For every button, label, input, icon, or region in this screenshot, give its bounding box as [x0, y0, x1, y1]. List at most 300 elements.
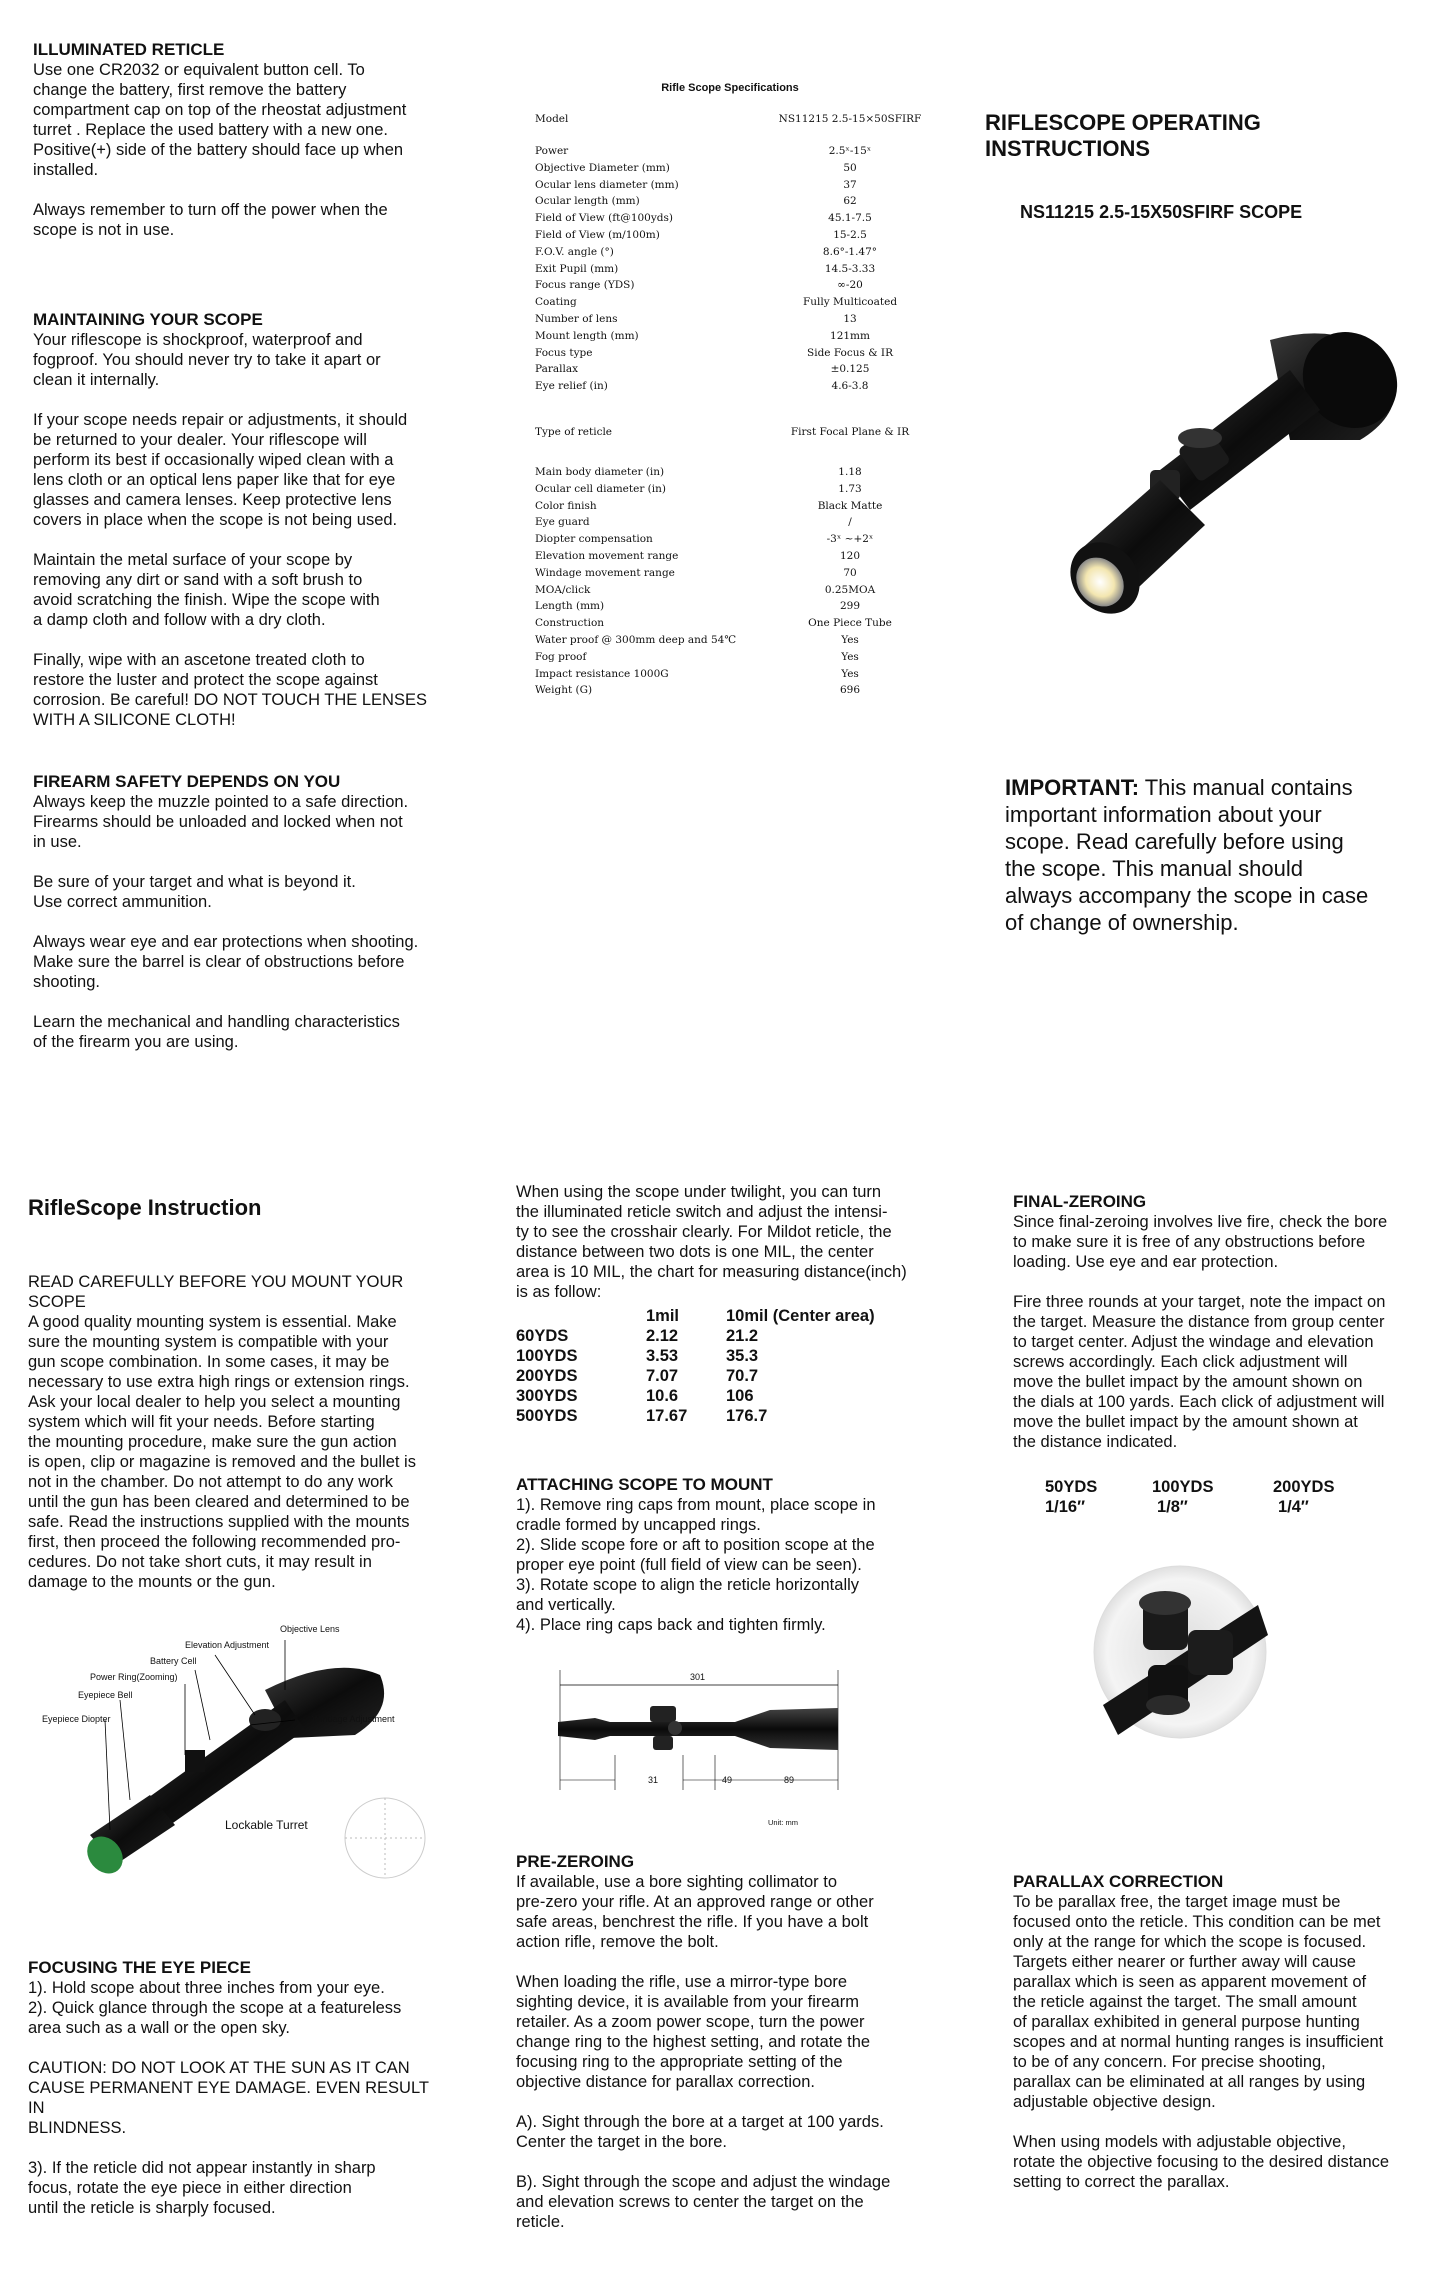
- spec-row: [535, 246, 955, 260]
- text-line: lens cloth or an optical lens paper like that for eye: [33, 471, 396, 489]
- text-line: restore the luster and protect the scope against: [33, 671, 378, 689]
- spec-value: 2.5ˣ-15ˣ: [828, 145, 872, 157]
- cover-model: NS11215 2.5-15X50SFIRF SCOPE: [1020, 202, 1303, 222]
- spec-label: Field of View (ft@100yds): [535, 212, 673, 225]
- spec-label: Main body diameter (in): [535, 466, 665, 478]
- paragraph: [33, 872, 443, 912]
- text-line: Always wear eye and ear protections when shooting.: [33, 933, 419, 951]
- table-row: [516, 1346, 926, 1366]
- text-line: and elevation screws to center the target on the: [516, 2193, 864, 2211]
- text-line: until the gun has been cleared and determined to be: [28, 1493, 410, 1511]
- focusing-section: [28, 1958, 438, 2218]
- table-cell: 500YDS: [516, 1407, 578, 1425]
- text-line: the illuminated reticle switch and adjust the intensi-: [516, 1203, 888, 1221]
- spec-value: NS11215 2.5-15×50SFIRF: [778, 113, 922, 125]
- table-cell: 7.07: [646, 1367, 679, 1385]
- spec-row: [535, 162, 955, 176]
- spec-label: Mount length (mm): [535, 329, 639, 342]
- section-heading: MAINTAINING YOUR SCOPE: [33, 310, 263, 329]
- spec-row: [535, 263, 955, 277]
- text-line: 1). Hold scope about three inches from your eye.: [28, 1979, 385, 1997]
- text-line: sure the mounting system is compatible with your: [28, 1333, 389, 1351]
- spec-value: One Piece Tube: [808, 617, 892, 630]
- text-line: to make sure it is free of any obstructions before: [1013, 1233, 1366, 1251]
- text-line: safe areas, benchrest the rifle. If you have a bolt: [516, 1913, 869, 1931]
- section-heading: FIREARM SAFETY DEPENDS ON YOU: [33, 772, 341, 791]
- text-line: If available, use a bore sighting collimator to: [516, 1873, 838, 1891]
- twilight-section: [516, 1182, 926, 1302]
- table-cell: 176.7: [726, 1407, 768, 1425]
- spec-row: [535, 179, 955, 193]
- spec-row: [535, 330, 955, 344]
- text-line: the dials at 100 yards. Each click of adjustment will: [1013, 1393, 1385, 1411]
- text-line: Targets either nearer or further away will cause: [1013, 1953, 1356, 1971]
- spec-label: Diopter compensation: [535, 533, 653, 546]
- text-line: Your riflescope is shockproof, waterproof and: [33, 331, 363, 349]
- spec-label: Construction: [535, 617, 605, 630]
- paragraph: [33, 60, 443, 180]
- text-line: removing any dirt or sand with a soft brush to: [33, 571, 363, 589]
- text-line: retailer. As a zoom power scope, turn the power: [516, 2013, 865, 2031]
- paragraph: [516, 1182, 926, 1302]
- paragraph: [33, 410, 443, 530]
- paragraph: [33, 1012, 443, 1052]
- text-line: screws accordingly. Each click adjustment will: [1013, 1353, 1348, 1371]
- paragraph: [1013, 1892, 1423, 2112]
- spec-value: 50: [843, 161, 857, 174]
- click-values: [1045, 1478, 1385, 1522]
- spec-row: [535, 212, 955, 226]
- text-line: the target. Measure the distance from group center: [1013, 1313, 1385, 1331]
- text-line: BLINDNESS.: [28, 2119, 127, 2137]
- text-line: CAUTION: DO NOT LOOK AT THE SUN AS IT CAN: [28, 2059, 410, 2077]
- spec-row: [535, 600, 955, 614]
- spec-label: Exit Pupil (mm): [535, 262, 619, 275]
- spec-row: [535, 195, 955, 209]
- paragraph: [1013, 1292, 1423, 1452]
- spec-label: Ocular length (mm): [535, 195, 640, 208]
- specs-title: Rifle Scope Specifications: [661, 82, 799, 94]
- dim-total: 301: [690, 1672, 706, 1682]
- text-line: the distance indicated.: [1013, 1433, 1178, 1451]
- text-line: cradle formed by uncapped rings.: [516, 1516, 761, 1534]
- spec-label: Type of reticle: [535, 426, 613, 438]
- spec-row: [535, 584, 955, 598]
- text-line: 3). Rotate scope to align the reticle horizontally: [516, 1576, 860, 1594]
- text-line: to be of any concern. For precise shooting,: [1013, 2053, 1326, 2071]
- spec-value: 299: [839, 600, 861, 613]
- spec-row: [535, 684, 955, 698]
- text-line: the reticle against the target. The small amount: [1013, 1993, 1357, 2011]
- section-heading: FINAL-ZEROING: [1013, 1192, 1147, 1211]
- spec-label: Windage movement range: [535, 566, 675, 579]
- paragraph: [33, 932, 443, 992]
- final-zeroing-section: [1013, 1192, 1423, 1452]
- dim-a: 31: [648, 1775, 659, 1785]
- important-notice: [1005, 774, 1400, 936]
- text-line: glasses and camera lenses. Keep protective lens: [33, 491, 392, 509]
- text-line: 2). Slide scope fore or aft to position scope at the: [516, 1536, 875, 1554]
- paragraph: [1013, 2132, 1423, 2192]
- spec-row: [535, 617, 955, 631]
- text-line: focused onto the reticle. This condition can be met: [1013, 1913, 1381, 1931]
- text-line: only at the range for which the scope is focused.: [1013, 1933, 1367, 1951]
- text-line: Always keep the muzzle pointed to a safe direction.: [33, 793, 409, 811]
- spec-row: [535, 668, 955, 682]
- spec-label: Weight (G): [535, 684, 593, 697]
- text-line: Finally, wipe with an ascetone treated cloth to: [33, 651, 365, 669]
- text-line: gun scope combination. In some cases, it may be: [28, 1353, 390, 1371]
- text-line: When using models with adjustable objective,: [1013, 2133, 1346, 2151]
- text-line: Use one CR2032 or equivalent button cell. To: [33, 61, 365, 79]
- spec-row: [535, 483, 955, 497]
- text-line: Maintain the metal surface of your scope by: [33, 551, 353, 569]
- scope-parts-diagram: [35, 1620, 445, 1880]
- spec-label: Ocular cell diameter (in): [535, 482, 666, 495]
- text-line: B). Sight through the scope and adjust the windage: [516, 2173, 891, 2191]
- paragraph: [516, 1495, 926, 1635]
- specs-table: [535, 113, 955, 703]
- label-objective: Objective Lens: [280, 1624, 340, 1634]
- table-cell: 106: [726, 1387, 754, 1405]
- spec-value: 121mm: [830, 329, 870, 342]
- text-line: of change of ownership.: [1005, 910, 1239, 935]
- text-line: covers in place when the scope is not being used.: [33, 511, 398, 529]
- click-dist: 100YDS: [1152, 1478, 1214, 1496]
- spec-row: [535, 533, 955, 547]
- click-dist: 50YDS: [1045, 1478, 1098, 1496]
- table-cell: 10mil (Center area): [726, 1307, 875, 1325]
- table-header-row: [516, 1306, 926, 1326]
- spec-label: Objective Diameter (mm): [535, 161, 670, 174]
- maintaining-section: [33, 310, 443, 730]
- spec-label: Water proof @ 300mm deep and 54℃: [535, 634, 737, 646]
- text-line: of parallax exhibited in general purpose hunting: [1013, 2013, 1360, 2031]
- spec-value: 37: [843, 178, 857, 191]
- spec-row: [535, 426, 955, 440]
- text-line: setting to correct the parallax.: [1013, 2173, 1230, 2191]
- text-line: necessary to use extra high rings or extension rings.: [28, 1373, 410, 1391]
- paragraph: [516, 1872, 926, 1952]
- text-line: shooting.: [33, 973, 100, 991]
- important-lines: [1005, 801, 1400, 936]
- paragraph: [28, 1978, 438, 2038]
- spec-row: [535, 363, 955, 377]
- caution-paragraph: [28, 2058, 438, 2138]
- spec-value: 4.6-3.8: [831, 380, 869, 393]
- table-cell: 100YDS: [516, 1347, 578, 1365]
- text-line: Learn the mechanical and handling characteristics: [33, 1013, 400, 1031]
- instruction-title: RifleScope Instruction: [28, 1195, 262, 1220]
- paragraph: [33, 200, 443, 240]
- important-text: This manual contains: [1139, 775, 1353, 800]
- spec-row: [535, 516, 955, 530]
- firearm-safety-section: [33, 772, 443, 1052]
- paragraph: [516, 1972, 926, 2092]
- click-val: 1/8″: [1157, 1498, 1188, 1516]
- table-cell: 3.53: [646, 1347, 679, 1365]
- text-line: Positive(+) side of the battery should face up when: [33, 141, 404, 159]
- dim-c: 89: [784, 1775, 795, 1785]
- table-cell: 200YDS: [516, 1367, 578, 1385]
- text-line: area such as a wall or the open sky.: [28, 2019, 291, 2037]
- paragraph: [28, 1312, 438, 1592]
- important-label: IMPORTANT:: [1005, 775, 1140, 800]
- spec-label: Fog proof: [535, 650, 587, 663]
- text-line: proper eye point (full field of view can be seen).: [516, 1556, 862, 1574]
- text-line: A good quality mounting system is essential. Make: [28, 1313, 397, 1331]
- text-line: Be sure of your target and what is beyond it.: [33, 873, 356, 891]
- text-line: a damp cloth and follow with a dry cloth.: [33, 611, 326, 629]
- text-line: Always remember to turn off the power when the: [33, 201, 388, 219]
- mil-table: [516, 1306, 926, 1426]
- text-line: To be parallax free, the target image must be: [1013, 1893, 1341, 1911]
- spec-value: 62: [843, 195, 857, 208]
- text-line: 2). Quick glance through the scope at a featureless: [28, 1999, 402, 2017]
- click-dist: 200YDS: [1273, 1478, 1335, 1496]
- spec-label: Eye guard: [535, 516, 590, 529]
- spec-label: F.O.V. angle (°): [535, 245, 614, 258]
- table-cell: 60YDS: [516, 1327, 569, 1345]
- scope-dimension-drawing: [555, 1660, 855, 1810]
- text-line: sighting device, it is available from your firearm: [516, 1993, 859, 2011]
- spec-value: 13: [843, 313, 857, 325]
- read-carefully-section: [28, 1272, 438, 1592]
- spec-label: Color finish: [535, 499, 597, 512]
- spec-row: [535, 634, 955, 648]
- spec-value: ±0.125: [830, 363, 870, 376]
- table-cell: 70.7: [726, 1367, 759, 1385]
- text-line: Make sure the barrel is clear of obstructions before: [33, 953, 405, 971]
- text-line: not in the chamber. Do not attempt to do any work: [28, 1473, 394, 1491]
- spec-label: Elevation movement range: [535, 550, 679, 562]
- table-row: [516, 1366, 926, 1386]
- text-line: area is 10 MIL, the chart for measuring distance(inch): [516, 1263, 907, 1281]
- text-line: pre-zero your rifle. At an approved range or other: [516, 1893, 874, 1911]
- riflescope-image: [1040, 320, 1410, 650]
- spec-row: [535, 145, 955, 159]
- section-heading: READ CAREFULLY BEFORE YOU MOUNT YOUR SCOPE: [28, 1273, 404, 1311]
- text-line: turret . Replace the used battery with a new one.: [33, 121, 388, 139]
- text-line: damage to the mounts or the gun.: [28, 1573, 276, 1591]
- text-line: the mounting procedure, make sure the gun action: [28, 1433, 397, 1451]
- spec-value: ∞-20: [837, 279, 863, 292]
- text-line: is open, clip or magazine is removed and the bullet is: [28, 1453, 416, 1471]
- paragraph: [28, 2158, 438, 2218]
- text-line: change ring to the highest setting, and rotate the: [516, 2033, 871, 2051]
- spec-value: 8.6°-1.47°: [822, 245, 878, 258]
- label-eyepiece-bell: Eyepiece Bell: [78, 1690, 133, 1700]
- text-line: A). Sight through the bore at a target at 100 yards.: [516, 2113, 884, 2131]
- text-line: action rifle, remove the bolt.: [516, 1933, 719, 1951]
- label-power-ring: Power Ring(Zooming): [90, 1672, 178, 1682]
- label-lockable-turret: Lockable Turret: [225, 1818, 308, 1832]
- text-line: safe. Read the instructions supplied with the mounts: [28, 1513, 410, 1531]
- spec-label: Length (mm): [535, 600, 605, 613]
- table-row: [516, 1406, 926, 1426]
- table-cell: 2.12: [646, 1327, 679, 1345]
- spec-value: 696: [839, 684, 861, 697]
- spec-label: Number of lens: [535, 313, 618, 325]
- cover-title: RIFLESCOPE OPERATING INSTRUCTIONS: [985, 110, 1261, 161]
- text-line: 4). Place ring caps back and tighten firmly.: [516, 1616, 826, 1634]
- spec-row: [535, 229, 955, 243]
- table-cell: 35.3: [726, 1347, 759, 1365]
- click-val: 1/4″: [1278, 1498, 1309, 1516]
- text-line: When loading the rifle, use a mirror-type bore: [516, 1973, 848, 1991]
- spec-value: 14.5-3.33: [824, 262, 876, 275]
- text-line: distance between two dots is one MIL, the center: [516, 1243, 874, 1261]
- spec-value: -3ˣ ~+2ˣ: [826, 533, 874, 546]
- text-line: parallax can be eliminated at all ranges by using: [1013, 2073, 1366, 2091]
- text-line: system which will fit your needs. Before starting: [28, 1413, 375, 1431]
- spec-value: 15-2.5: [833, 229, 867, 241]
- text-line: installed.: [33, 161, 99, 179]
- text-line: is as follow:: [516, 1283, 602, 1301]
- section-heading: PRE-ZEROING: [516, 1852, 635, 1871]
- text-line: Fire three rounds at your target, note the impact on: [1013, 1293, 1386, 1311]
- text-line: of the firearm you are using.: [33, 1033, 239, 1051]
- spec-row: [535, 279, 955, 293]
- text-line: important information about your: [1005, 802, 1322, 827]
- text-line: If your scope needs repair or adjustments, it should: [33, 411, 408, 429]
- text-line: When using the scope under twilight, you can turn: [516, 1183, 882, 1201]
- text-line: Firearms should be unloaded and locked when not: [33, 813, 403, 831]
- spec-label: Focus range (YDS): [535, 279, 635, 292]
- table-cell: 300YDS: [516, 1387, 578, 1405]
- spec-label: Ocular lens diameter (mm): [535, 178, 679, 191]
- spec-row: [535, 567, 955, 581]
- text-line: the scope. This manual should: [1005, 856, 1303, 881]
- table-cell: 17.67: [646, 1407, 688, 1425]
- spec-row: [535, 500, 955, 514]
- section-heading: FOCUSING THE EYE PIECE: [28, 1958, 251, 1977]
- spec-row: [535, 113, 955, 127]
- table-row: [516, 1326, 926, 1346]
- spec-label: MOA/click: [535, 583, 591, 596]
- paragraph: [33, 330, 443, 390]
- paragraph: [516, 2112, 926, 2152]
- spec-label: Field of View (m/100m): [535, 229, 660, 241]
- table-row: [516, 1386, 926, 1406]
- spec-label: Power: [535, 145, 569, 157]
- text-line: first, then proceed the following recommended pro-: [28, 1533, 401, 1551]
- label-battery: Battery Cell: [150, 1656, 197, 1666]
- spec-row: [535, 550, 955, 564]
- label-eyepiece-diopter: Eyepiece Diopter: [42, 1714, 111, 1724]
- paragraph: [516, 2172, 926, 2232]
- text-line: rotate the objective focusing to the desired distance: [1013, 2153, 1390, 2171]
- spec-label: Focus type: [535, 346, 593, 359]
- spec-value: 1.18: [838, 466, 862, 478]
- text-line: 3). If the reticle did not appear instantly in sharp: [28, 2159, 376, 2177]
- label-windage: Windage Adjustment: [312, 1714, 395, 1724]
- parallax-section: [1013, 1872, 1423, 2192]
- label-elevation: Elevation Adjustment: [185, 1640, 270, 1650]
- text-line: move the bullet impact by the amount shown on: [1013, 1373, 1363, 1391]
- text-line: WITH A SILICONE CLOTH!: [33, 711, 236, 729]
- text-line: move the bullet impact by the amount shown at: [1013, 1413, 1358, 1431]
- text-line: ty to see the crosshair clearly. For Mildot reticle, the: [516, 1223, 892, 1241]
- text-line: focusing ring to the appropriate setting of the: [516, 2053, 843, 2071]
- text-line: until the reticle is sharply focused.: [28, 2199, 276, 2217]
- text-line: 1). Remove ring caps from mount, place scope in: [516, 1496, 876, 1514]
- turret-closeup-image: [1093, 1565, 1268, 1740]
- text-line: scope is not in use.: [33, 221, 175, 239]
- text-line: adjustable objective design.: [1013, 2093, 1216, 2111]
- spec-label: Impact resistance 1000G: [535, 667, 669, 680]
- text-line: CAUSE PERMANENT EYE DAMAGE. EVEN RESULT IN: [28, 2079, 429, 2117]
- text-line: cedures. Do not take short cuts, it may result in: [28, 1553, 372, 1571]
- pre-zeroing-section: [516, 1852, 926, 2232]
- text-line: Since final-zeroing involves live fire, check the bore: [1013, 1213, 1388, 1231]
- spec-value: 0.25MOA: [824, 583, 876, 596]
- table-cell: 10.6: [646, 1387, 679, 1405]
- spec-value: 70: [843, 566, 857, 579]
- section-heading: ILLUMINATED RETICLE: [33, 40, 225, 59]
- text-line: corrosion. Be careful! DO NOT TOUCH THE LENSES: [33, 691, 427, 709]
- spec-value: First Focal Plane & IR: [790, 426, 910, 438]
- section-heading: ATTACHING SCOPE TO MOUNT: [516, 1475, 773, 1494]
- spec-row: [535, 347, 955, 361]
- spec-value: Fully Multicoated: [802, 296, 898, 309]
- paragraph: [33, 550, 443, 630]
- text-line: Use correct ammunition.: [33, 893, 212, 911]
- spec-label: Model: [535, 113, 569, 125]
- spec-value: 45.1-7.5: [828, 212, 872, 225]
- spec-value: /: [848, 516, 852, 529]
- text-line: compartment cap on top of the rheostat adjustment: [33, 101, 407, 119]
- table-cell: [516, 1306, 646, 1326]
- spec-value: Black Matte: [817, 499, 883, 512]
- section-heading: PARALLAX CORRECTION: [1013, 1872, 1224, 1891]
- spec-label: Parallax: [535, 363, 579, 376]
- text-line: scopes and at normal hunting ranges is insufficient: [1013, 2033, 1384, 2051]
- text-line: reticle.: [516, 2213, 565, 2231]
- paragraph: [33, 650, 443, 730]
- spec-value: Yes: [841, 650, 859, 663]
- spec-row: [535, 651, 955, 665]
- text-line: parallax which is seen as apparent movement of: [1013, 1973, 1367, 1991]
- text-line: always accompany the scope in case: [1005, 883, 1369, 908]
- table-cell: 21.2: [726, 1327, 759, 1345]
- dim-b: 49: [722, 1775, 733, 1785]
- click-val: 1/16″: [1045, 1498, 1086, 1516]
- text-line: Center the target in the bore.: [516, 2133, 727, 2151]
- text-line: and vertically.: [516, 1596, 616, 1614]
- text-line: clean it internally.: [33, 371, 160, 389]
- spec-value: Yes: [841, 634, 859, 646]
- attaching-section: [516, 1475, 926, 1635]
- spec-value: Side Focus & IR: [807, 346, 893, 359]
- text-line: objective distance for parallax correction.: [516, 2073, 815, 2091]
- spec-row: [535, 466, 955, 480]
- table-cell: 1mil: [646, 1307, 680, 1325]
- spec-value: 1.73: [838, 482, 862, 495]
- text-line: be returned to your dealer. Your riflescope will: [33, 431, 367, 449]
- spec-row: [535, 296, 955, 310]
- spec-label: Eye relief (in): [535, 380, 608, 393]
- text-line: avoid scratching the finish. Wipe the scope with: [33, 591, 380, 609]
- text-line: loading. Use eye and ear protection.: [1013, 1253, 1279, 1271]
- text-line: scope. Read carefully before using: [1005, 829, 1344, 854]
- spec-value: 120: [839, 550, 861, 562]
- dim-unit: Unit: mm: [768, 1818, 798, 1827]
- spec-row: [535, 380, 955, 394]
- text-line: fogproof. You should never try to take it apart or: [33, 351, 381, 369]
- paragraph: [1013, 1212, 1423, 1272]
- text-line: to target center. Adjust the windage and elevation: [1013, 1333, 1374, 1351]
